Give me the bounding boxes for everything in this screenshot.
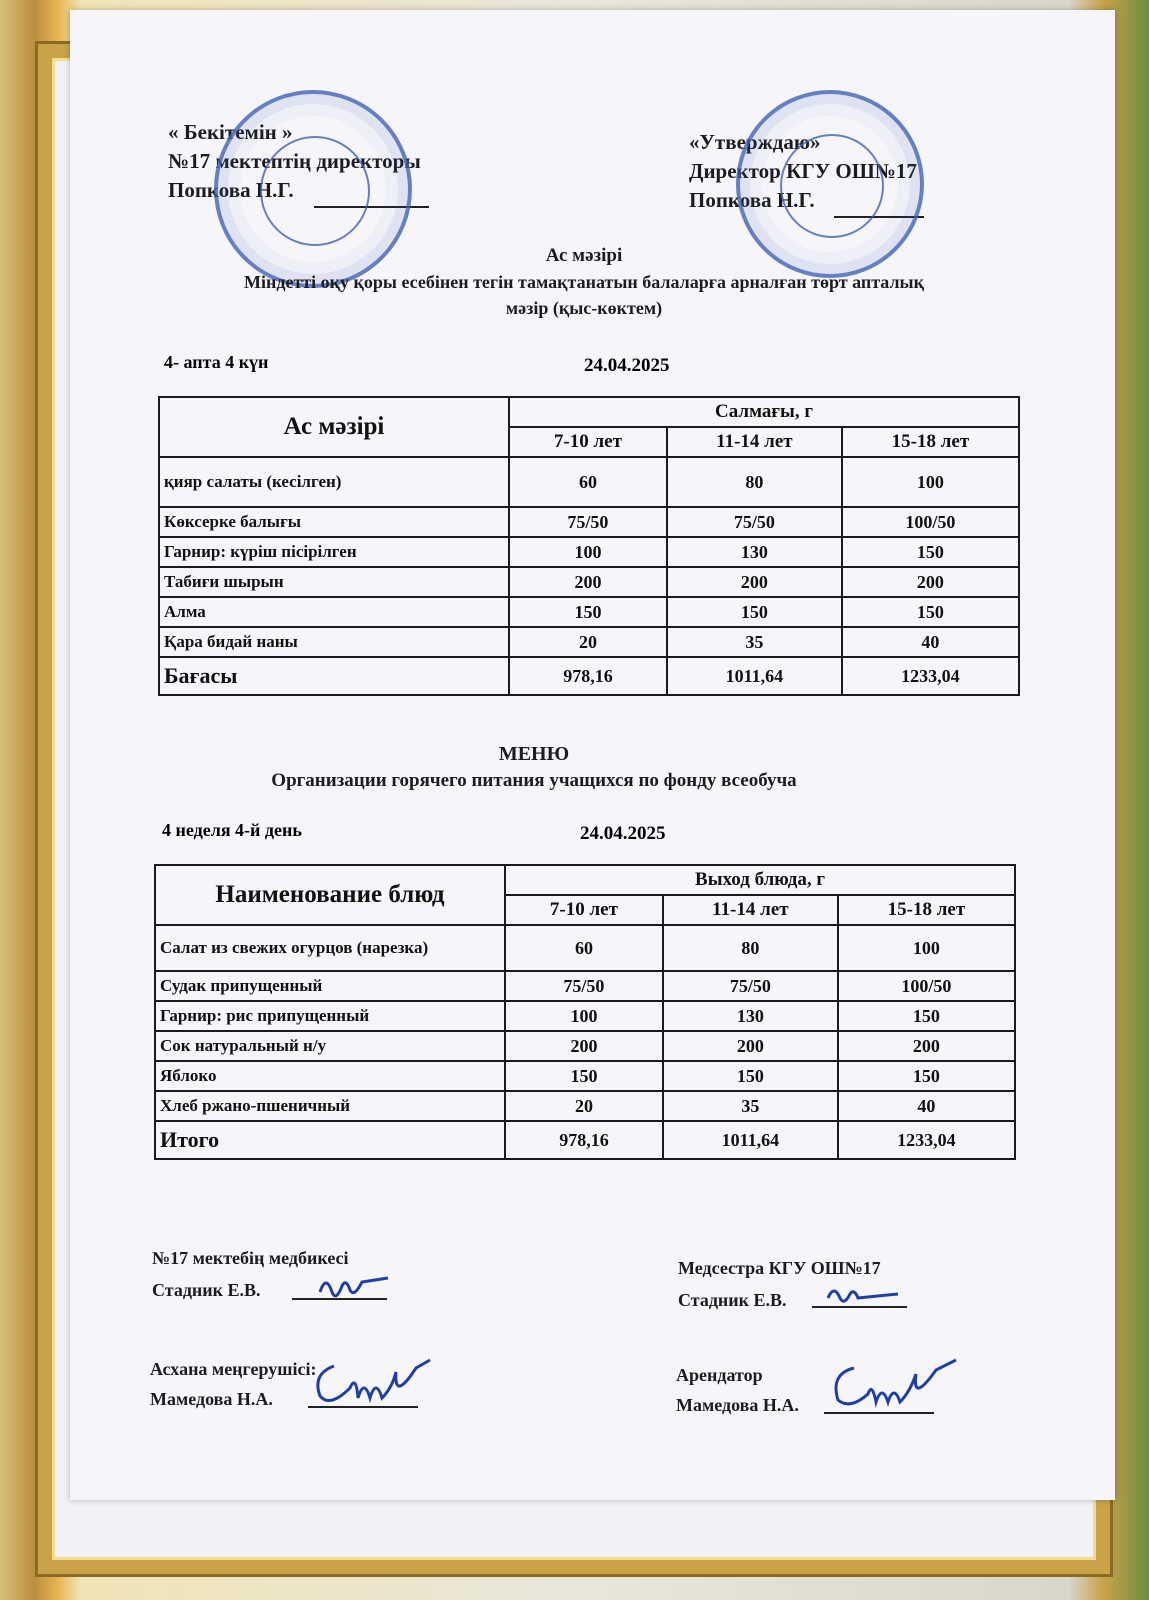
ru-col-weight: Выход блюда, г xyxy=(505,865,1015,895)
table-row-total xyxy=(155,1121,1015,1159)
cell: 80 xyxy=(667,457,842,507)
cell: 150 xyxy=(663,1061,838,1091)
cell: 150 xyxy=(505,1061,663,1091)
canteen-kz-name: Мамедова Н.А. xyxy=(150,1389,273,1409)
kz-age-11-14: 11-14 лет xyxy=(667,427,842,457)
cell: 100 xyxy=(842,457,1019,507)
kz-subtitle-1: Міндетті оқу қоры есебінен тегін тамақтанатын балаларға арналған төрт апталық xyxy=(244,272,924,292)
cell: 100 xyxy=(838,925,1015,971)
cell: 75/50 xyxy=(509,507,667,537)
ru-date: 24.04.2025 xyxy=(580,823,666,844)
total-cell: 978,16 xyxy=(509,657,667,695)
cell: 20 xyxy=(509,627,667,657)
kz-age-15-18: 15-18 лет xyxy=(842,427,1019,457)
dish-name: Көксерке балығы xyxy=(159,507,509,537)
table-row xyxy=(155,1061,1015,1091)
total-cell: 1011,64 xyxy=(663,1121,838,1159)
canteen-ru-name: Мамедова Н.А. xyxy=(676,1395,799,1415)
signature-mark xyxy=(824,1356,964,1416)
canteen-ru-role: Арендатор xyxy=(676,1365,763,1385)
cell: 20 xyxy=(505,1091,663,1121)
cell: 100/50 xyxy=(842,507,1019,537)
signature-line xyxy=(812,1306,907,1308)
nurse-kz-role: №17 мектебің медбикесі xyxy=(152,1248,349,1268)
table-row xyxy=(159,507,1019,537)
total-cell: 1011,64 xyxy=(667,657,842,695)
ru-age-15-18: 15-18 лет xyxy=(838,895,1015,925)
menu-sheet xyxy=(24,30,1054,1550)
dish-name: Гарнир: рис припущенный xyxy=(155,1001,505,1031)
dish-name: Қара бидай наны xyxy=(159,627,509,657)
ru-menu-table xyxy=(154,864,1016,1160)
kz-age-7-10: 7-10 лет xyxy=(509,427,667,457)
cell: 150 xyxy=(667,597,842,627)
table-row xyxy=(159,627,1019,657)
signature-mark xyxy=(310,1352,440,1412)
table-row xyxy=(159,457,1019,507)
total-label: Итого xyxy=(155,1121,505,1159)
canteen-kz-role: Асхана меңгерушісі: xyxy=(150,1359,317,1379)
cell: 60 xyxy=(505,925,663,971)
kz-week: 4- апта 4 күн xyxy=(164,352,269,372)
approval-kz-line3: Попкова Н.Г. xyxy=(168,178,294,202)
dish-name: Алма xyxy=(159,597,509,627)
kz-date: 24.04.2025 xyxy=(584,355,670,376)
cell: 35 xyxy=(663,1091,838,1121)
canteen-kz xyxy=(150,1354,316,1414)
cell: 100/50 xyxy=(838,971,1015,1001)
nurse-kz-name: Стадник Е.В. xyxy=(152,1280,261,1300)
nurse-ru-role: Медсестра КГУ ОШ№17 xyxy=(678,1258,881,1278)
approval-kz-line2: №17 мектептің директоры xyxy=(168,149,421,173)
canteen-ru xyxy=(676,1360,799,1420)
ru-subtitle: Организации горячего питания учащихся по фонду всеобуча xyxy=(271,770,797,791)
cell: 200 xyxy=(838,1031,1015,1061)
cell: 200 xyxy=(663,1031,838,1061)
cell: 100 xyxy=(505,1001,663,1031)
cell: 40 xyxy=(838,1091,1015,1121)
approval-kz-line1: « Бекітемін » xyxy=(168,120,293,144)
table-row xyxy=(159,537,1019,567)
kz-subtitle-2: мәзір (қыс-көктем) xyxy=(505,298,663,318)
kz-title: Ас мәзірі xyxy=(545,245,623,266)
kz-col-dish: Ас мәзірі xyxy=(159,397,509,457)
kz-col-weight: Салмағы, г xyxy=(509,397,1019,427)
dish-name: қияр салаты (кесілген) xyxy=(159,457,509,507)
ru-col-dish: Наименование блюд xyxy=(155,865,505,925)
cell: 150 xyxy=(838,1001,1015,1031)
cell: 40 xyxy=(842,627,1019,657)
cell: 200 xyxy=(505,1031,663,1061)
cell: 35 xyxy=(667,627,842,657)
table-row xyxy=(155,971,1015,1001)
table-row xyxy=(155,1001,1015,1031)
cell: 130 xyxy=(663,1001,838,1031)
dish-name: Табиғи шырын xyxy=(159,567,509,597)
cell: 150 xyxy=(838,1061,1015,1091)
cell: 80 xyxy=(663,925,838,971)
nurse-ru-name: Стадник Е.В. xyxy=(678,1290,787,1310)
table-row xyxy=(155,1091,1015,1121)
approval-ru-line3: Попкова Н.Г. xyxy=(689,188,815,212)
cell: 150 xyxy=(509,597,667,627)
cell: 200 xyxy=(667,567,842,597)
dish-name: Яблоко xyxy=(155,1061,505,1091)
total-label: Бағасы xyxy=(159,657,509,695)
cell: 75/50 xyxy=(667,507,842,537)
cell: 130 xyxy=(667,537,842,567)
table-row xyxy=(159,597,1019,627)
table-row xyxy=(155,1031,1015,1061)
ru-age-7-10: 7-10 лет xyxy=(505,895,663,925)
cell: 200 xyxy=(509,567,667,597)
cell: 75/50 xyxy=(505,971,663,1001)
cell: 150 xyxy=(842,537,1019,567)
approval-ru-line1: «Утверждаю» xyxy=(689,130,821,154)
table-row xyxy=(155,925,1015,971)
dish-name: Салат из свежих огурцов (нарезка) xyxy=(155,925,505,971)
signature-mark xyxy=(316,1270,396,1300)
cell: 150 xyxy=(842,597,1019,627)
total-cell: 1233,04 xyxy=(838,1121,1015,1159)
kz-menu-table xyxy=(158,396,1020,696)
dish-name: Судак припущенный xyxy=(155,971,505,1001)
ru-title: МЕНЮ xyxy=(498,743,570,765)
total-cell: 978,16 xyxy=(505,1121,663,1159)
dish-name: Сок натуральный н/у xyxy=(155,1031,505,1061)
dish-name: Хлеб ржано-пшеничный xyxy=(155,1091,505,1121)
ru-age-11-14: 11-14 лет xyxy=(663,895,838,925)
total-cell: 1233,04 xyxy=(842,657,1019,695)
dish-name: Гарнир: күріш пісірілген xyxy=(159,537,509,567)
cell: 60 xyxy=(509,457,667,507)
table-row-total xyxy=(159,657,1019,695)
table-row xyxy=(159,567,1019,597)
cell: 75/50 xyxy=(663,971,838,1001)
cell: 200 xyxy=(842,567,1019,597)
ru-week: 4 неделя 4-й день xyxy=(162,820,302,840)
approval-ru-line2: Директор КГУ ОШ№17 xyxy=(689,159,917,183)
signature-mark xyxy=(824,1280,904,1306)
cell: 100 xyxy=(509,537,667,567)
